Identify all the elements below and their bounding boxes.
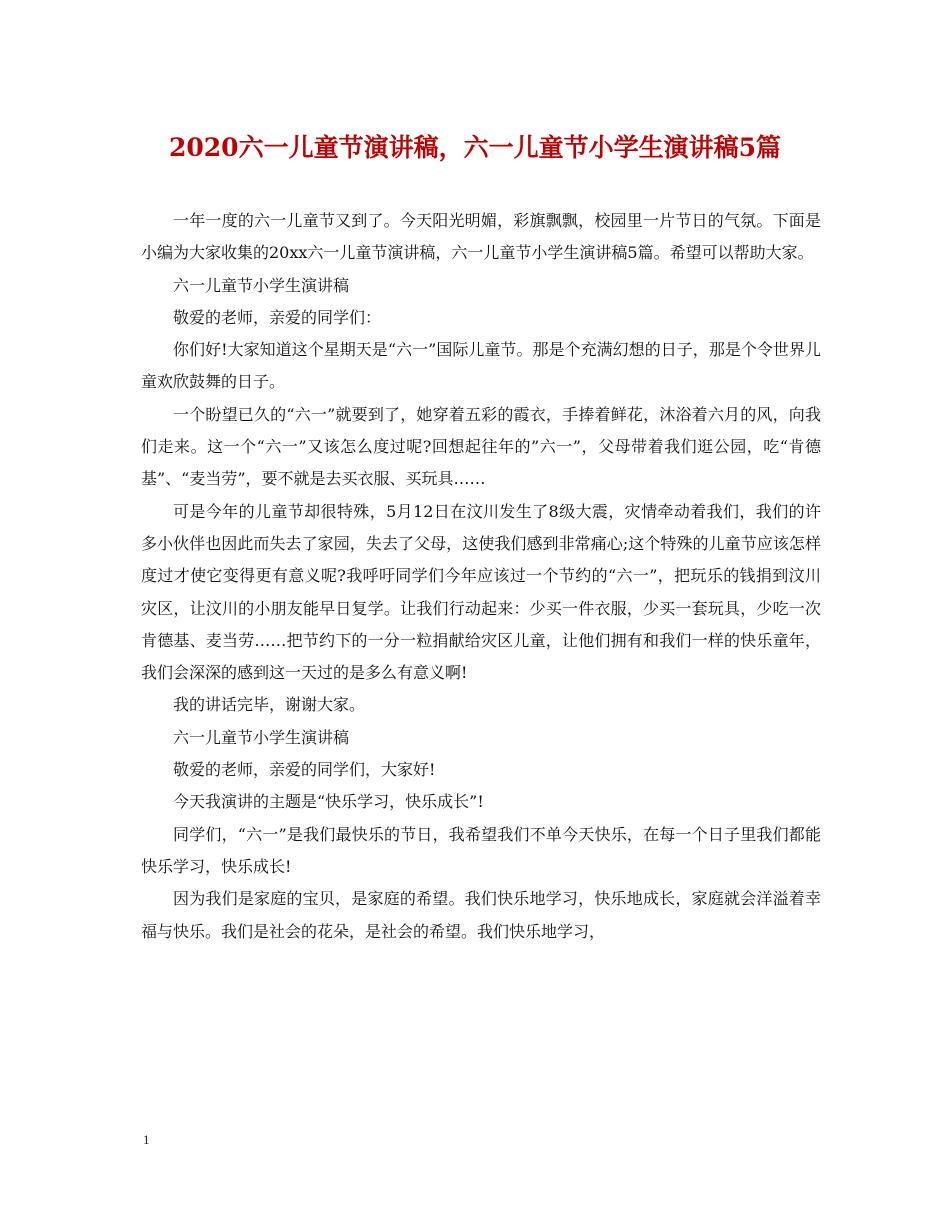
paragraph-heading-2: 六一儿童节小学生演讲稿: [173, 727, 350, 747]
paragraph-closing: 我的讲话完毕，谢谢大家。: [173, 695, 366, 715]
paragraph-heading-1: 六一儿童节小学生演讲稿: [173, 275, 350, 295]
page-number: 1: [143, 1132, 150, 1147]
paragraph-greeting-1: 敬爱的老师，亲爱的同学们：: [173, 307, 382, 327]
paragraph-body: 因为我们是家庭的宝贝，是家庭的希望。我们快乐地学习，快乐地成长，家庭就会洋溢着幸福与快乐。我们是社会的花朵，是社会的希望。我们快乐地学习，: [141, 889, 821, 941]
paragraph-body: 一个盼望已久的“六一”就要到了，她穿着五彩的霞衣，手捧着鲜花，沐浴着六月的风，向我们走来。这一个“六一”又该怎么度过呢?回想起往年的”六一”，父母带着我们逛公园，吃“肯德基”、“麦当劳”，要不就是去买衣服、买玩具……: [141, 404, 821, 489]
document-body: [141, 205, 821, 948]
paragraph-body: 可是今年的儿童节却很特殊，5月12日在汶川发生了8级大震，灾情牵动着我们，我们的许多小伙伴也因此而失去了家园，失去了父母，这使我们感到非常痛心;这个特殊的儿童节应该怎样度过才使它变得更有意义呢?我呼吁同学们今年应该过一个节约的“六一”，把玩乐的钱捐到汶川灾区，让汶川的小朋友能早日复学。让我们行动起来：少买一件衣服，少买一套玩具，少吃一次肯德基、麦当劳……把节约下的一分一粒捐献给灾区儿童，让他们拥有和我们一样的快乐童年，我们会深深的感到这一天过的是多么有意义啊!: [141, 501, 821, 683]
paragraph-greeting-2: 敬爱的老师，亲爱的同学们，大家好!: [173, 760, 436, 780]
paragraph-body: 同学们，“六一”是我们最快乐的节日，我希望我们不单今天快乐，在每一个日子里我们都能快乐学习，快乐成长!: [141, 824, 821, 876]
paragraph-body: 今天我演讲的主题是“快乐学习，快乐成长”!: [173, 792, 484, 812]
paragraph-intro: 一年一度的六一儿童节又到了。今天阳光明媚，彩旗飘飘，校园里一片节日的气氛。下面是小编为大家收集的20xx六一儿童节演讲稿，六一儿童节小学生演讲稿5篇。希望可以帮助大家。: [141, 211, 821, 263]
document-title: 2020六一儿童节演讲稿，六一儿童节小学生演讲稿5篇: [169, 133, 781, 162]
paragraph-body: 你们好!大家知道这个星期天是“六一”国际儿童节。那是个充满幻想的日子，那是个令世界儿童欢欣鼓舞的日子。: [141, 340, 821, 392]
